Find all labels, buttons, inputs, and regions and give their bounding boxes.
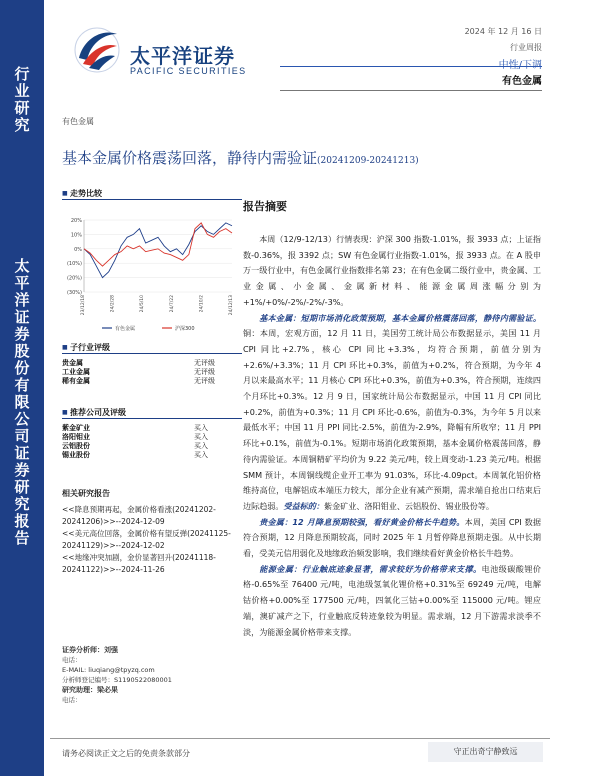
sidebar-bottom-char: 份: [14, 359, 30, 377]
energy-metals-headline: 能源金属：行业触底迹象显著，需求较好为价格带来支撑。: [259, 563, 482, 574]
chart-ytick-label: 10%: [70, 232, 82, 239]
chart-ytick-label: 0%: [74, 246, 82, 253]
sub-rating-rating: 无评级: [194, 368, 215, 376]
related-report-item[interactable]: <<地缘冲突加剧，金价显著回升(20241118-20241122)>>--2024-11-26: [62, 553, 216, 574]
chart-series-line: [84, 223, 232, 278]
industry-rating: [499, 56, 542, 71]
sub-ratings-heading: ■ 子行业评级: [62, 342, 242, 354]
stock-rating-rating: 买入: [194, 433, 208, 441]
stock-rating-row: [62, 424, 242, 433]
stocks-section: [62, 407, 242, 460]
stock-rating-row: [62, 433, 242, 442]
footer-disclaimer: 请务必阅读正文之后的免责条款部分: [62, 749, 190, 758]
sidebar-bottom-char: 究: [14, 495, 30, 513]
stock-rating-row: [62, 442, 242, 451]
sidebar-bottom-char: 证: [14, 308, 30, 326]
sidebar-top-char: 行: [14, 65, 30, 83]
report-title-text: 基本金属价格震荡回落，静待内需验证: [62, 149, 318, 167]
chart-xtick-label: 24/5/10: [140, 295, 146, 313]
sub-ratings-section: [62, 342, 242, 386]
summary-paragraph-precious: [243, 515, 541, 562]
sub-rating-rating: 无评级: [194, 359, 215, 367]
sidebar-top-char: 业: [14, 82, 30, 100]
sub-ratings-table: [62, 359, 242, 386]
sidebar: [0, 0, 44, 776]
assistant-phone: 电话：: [62, 696, 82, 704]
beneficiaries-label: 受益标的：: [283, 500, 324, 511]
trend-chart: [62, 210, 242, 335]
analyst-name: 证券分析师：刘强: [62, 646, 118, 654]
assistant-name: 研究助理：梁必果: [62, 686, 118, 694]
sector-name: 有色金属: [502, 76, 542, 87]
chart-ytick-label: (30%): [66, 290, 82, 296]
sidebar-bottom-char: 限: [14, 393, 30, 411]
header-divider: [280, 66, 542, 67]
analyst-block: [62, 645, 242, 705]
summary-paragraph-energy: [243, 562, 541, 641]
sub-rating-name: 稀有金属: [62, 377, 90, 385]
report-title: [62, 147, 419, 168]
base-metals-headline: 基本金属：短期市场消化政策预期，基本金属价格震荡回落，静待内需验证。: [259, 312, 541, 323]
sidebar-top-char: 究: [14, 116, 30, 134]
sidebar-bottom-char: 太: [14, 257, 30, 275]
chart-series-line: [84, 223, 232, 266]
base-metals-text: 铜：本周，宏观方面，12 月 11 日，美国劳工统计局公布数据显示，美国 11 月 CPI 同比+2.7%，核心 CPI 同比+3.3%，均符合预期，前值分别为+2.6%/+3.3%；11 月 CPI 环比+0.3%，前值为+0.2%，符合预期，为今年 4 月以来最高水平；11 月核心 CPI 环比+0.3%，前值为+0.3%，符合预期，连续四个月环比+0.3%。12 月 9 日，国家统计局公布数据显示，中国 11 月 CPI 同比+0.2%，前值为+0.3%；11 月 CPI 环比-0.6%，前值为-0.3%，为今年 5 月以来最低水平；中国 11 月 PPI 同比-2.5%，前值为-2.9%，降幅有所收窄；11 月 PPI 环比+0.1%，前值为-0.1%。短期市场消化政策预期，基本金属价格震荡回落，静待内需验证。本周铜精矿平均价为 9.22 美元/吨，较上周变动-1.23 美元/吨。根据 SMM 预计，本周铜线缆企业开工率为 91.03%，环比-4.09pct。本周氧化铝价格维持高位，电解铝成本端压力较大，部分企业有减产预期，需求端自抢出口结束后边际趋弱。: [243, 328, 541, 511]
trend-heading: ■ 走势比较: [62, 188, 242, 200]
chart-xtick-label: 24/10/2: [199, 295, 205, 313]
stock-rating-rating: 买入: [194, 442, 208, 450]
stock-rating-name: 云铝股份: [62, 442, 90, 450]
related-reports-list: [62, 504, 242, 576]
stock-rating-name: 锡业股份: [62, 451, 90, 459]
stock-rating-name: 洛阳钼业: [62, 433, 90, 441]
sidebar-top-char: 研: [14, 99, 30, 117]
chart-xtick-label: 24/2/28: [110, 295, 116, 313]
footer-slogan: 守正出奇宁静致远: [428, 742, 543, 762]
sidebar-bottom-char: 研: [14, 478, 30, 496]
chart-xtick-label: 24/12/13: [229, 295, 234, 316]
chart-ytick-label: 20%: [70, 218, 82, 224]
sub-rating-name: 工业金属: [62, 368, 90, 376]
sidebar-bottom-char: 告: [14, 529, 30, 547]
sub-rating-row: [62, 368, 242, 377]
chart-legend-label: 沪深300: [175, 326, 195, 332]
sub-rating-row: [62, 377, 242, 386]
sidebar-bottom-char: 股: [14, 342, 30, 360]
sidebar-bottom-char: 洋: [14, 291, 30, 309]
sidebar-bottom-char: 券: [14, 325, 30, 343]
stock-rating-row: [62, 451, 242, 460]
analyst-cert: 分析师登记编号：S1190522080001: [62, 676, 172, 684]
summary-paragraph-base-metals: [243, 311, 541, 515]
stock-rating-rating: 买入: [194, 424, 208, 432]
sub-rating-rating: 无评级: [194, 377, 215, 385]
chart-xtick-label: 23/12/18: [81, 295, 86, 316]
breadcrumb: 有色金属: [62, 117, 94, 126]
report-type: 行业周报: [510, 43, 542, 52]
logo-chinese-name: 太平洋证券: [130, 44, 235, 68]
analyst-phone: 电话：: [62, 656, 82, 664]
sidebar-bottom-char: 司: [14, 427, 30, 445]
report-date: 2024 年 12 月 16 日: [464, 27, 542, 36]
summary-paragraph-market: 本周（12/9-12/13）行情表现：沪深 300 指数-1.01%，报 3933 点；上证指数-0.36%，报 3392 点；SW 有色金属行业指数-1.01%，报 3933 点。在 A 股申万一级行业中，有色金属行业指数排名第 23；在有色金属二级行业中，贵金属、工业金属、小金属、金属新材料、能源金属周涨幅分别为+1%/+0%/-2%/-2%/-3%。: [243, 234, 541, 307]
sidebar-bottom-char: 券: [14, 461, 30, 479]
chart-legend-label: 有色金属: [115, 326, 136, 332]
summary-heading: 报告摘要: [243, 200, 287, 213]
energy-metals-text: 电池级碳酸锂价格-0.65%至 76400 元/吨，电池级氢氧化锂价格+0.31%至 69249 元/吨，电解钴价格+0.00%至 177500 元/吨，四氧化三钴+0.00%至 115000 元/吨。锂应端，澳矿减产之下，行业触底反转迹象较为明显。需求端，12 月下游需求淡季不淡，为能源金属价格带来支撑。: [243, 563, 541, 637]
precious-metals-text: 本周，美国 CPI 数据符合预期，12 月降息预期较高，同时 2025 年 1 月暂停降息预期走强。从中长期看，受美元信用弱化及地缘政治频发影响，我们继续看好黄金价格长牛趋势。: [243, 516, 541, 559]
related-report-item[interactable]: <<降息预期再起，金属价格看涨(20241202-20241206)>>--2024-12-09: [62, 505, 216, 526]
stock-rating-name: 紫金矿业: [62, 424, 90, 432]
trend-section: [62, 188, 242, 200]
sidebar-bottom-char: 报: [14, 512, 30, 530]
sub-rating-row: [62, 359, 242, 368]
summary-body: [243, 232, 541, 640]
beneficiaries-text: 紫金矿业、洛阳钼业、云铝股份、锡业股份等。: [323, 500, 494, 511]
stocks-heading: ■ 推荐公司及评级: [62, 407, 242, 419]
precious-metals-headline: 贵金属：12 月降息预期较强，看好黄金价格长牛趋势。: [259, 516, 465, 527]
stock-rating-rating: 买入: [194, 451, 208, 459]
header-divider-bottom: [280, 90, 542, 91]
sidebar-company-text: [0, 258, 44, 547]
sidebar-bottom-char: 有: [14, 376, 30, 394]
chart-ytick-label: (10%): [66, 261, 82, 268]
related-report-item[interactable]: <<美元高位回落，金属价格有望反弹(20241125-20241129)>>--2024-12-02: [62, 529, 231, 550]
sidebar-bottom-char: 证: [14, 444, 30, 462]
sub-rating-name: 贵金属: [62, 359, 83, 367]
footer-divider: [50, 738, 550, 739]
sidebar-bottom-char: 公: [14, 410, 30, 428]
sidebar-category-text: [0, 66, 44, 134]
stocks-table: [62, 424, 242, 460]
chart-ytick-label: (20%): [66, 275, 82, 282]
chart-xtick-label: 24/7/22: [169, 295, 175, 313]
analyst-email: E-MAIL: liuqiang@tpyzq.com: [62, 666, 155, 674]
sidebar-bottom-char: 平: [14, 274, 30, 292]
logo-english-name: PACIFIC SECURITIES: [130, 66, 247, 76]
report-title-period: (20241209-20241213): [317, 156, 419, 166]
related-reports-heading: 相关研究报告: [62, 489, 110, 498]
